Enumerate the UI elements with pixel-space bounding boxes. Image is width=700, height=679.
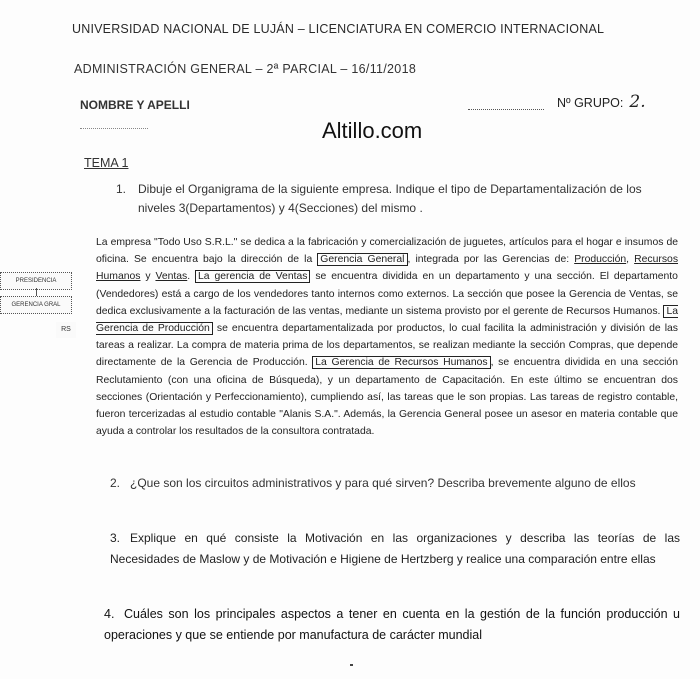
question-text: Dibuje el Organigrama de la siguiente empresa. Indique el tipo de Departamentalización de los niveles 3(Departamentos) y 4(Secciones) del mismo . xyxy=(138,182,642,215)
university-header: UNIVERSIDAD NACIONAL DE LUJÁN – LICENCIATURA EN COMERCIO INTERNACIONAL xyxy=(72,22,605,36)
question-text: Explique en qué consiste la Motivación en las organizaciones y describa las teorías de las Necesidades de Maslow y de Motivación e Higiene de Hertzberg y realice una comparación entre ellas xyxy=(110,531,680,566)
question-number: 1. xyxy=(116,182,127,196)
question-number: 4. xyxy=(104,607,115,621)
case-description: La empresa "Todo Uso S.R.L." se dedica a la fabricación y comercialización de juguetes, artículos para el hogar e insumos de oficina. Se encuentra bajo la dirección de la Gerencia General , integrada por las Gerencias de: Producción, Recursos Humanos y Ventas. La gerencia de Ventas se encuentra dividida en un departamento y una sección. El departamento (Vendedores) está a cargo de los vendedores tanto internos como externos. La sección que posee la Gerencia de Ventas, se dedica exclusivamente a la facturación de las ventas, mediante un sistema provisto por el gerente de Recursos Humanos. La Gerencia de Producción se encuentra departamentalizada por productos, lo cual facilita la administración y división de las tareas a realizar. La compra de materia prima de los departamentos, se realizan mediante la sección Compras, que depende directamente de la Gerencia de Producción. La Gerencia de Recursos Humanos , se encuentra dividida en una sección Reclutamiento (con una oficina de Búsqueda), y un departamento de Capacitación. En este último se encuentran dos secciones (Orientación y Perfeccionamiento), cumpliendo así, las tareas que le son propias. Las tareas de registro contable, fueron tercerizadas al estudio contable "Alanis S.A.". Además, la Gerencia General posee un asesor en materia contable que ayuda a controlar los resultados de la consultora contratada. xyxy=(96,237,679,438)
group-label: Nº GRUPO: xyxy=(557,96,624,110)
group-field xyxy=(557,92,646,112)
tema-title: TEMA 1 xyxy=(84,156,129,170)
sketch-box-rs: RS xyxy=(56,322,76,338)
question-text: Cuáles son los principales aspectos a tener en cuenta en la gestión de la función producción u operaciones y que se entiende por manufactura de carácter mundial xyxy=(104,607,680,642)
question-4 xyxy=(104,604,680,646)
underlined-rrhh: Recursos Humanos xyxy=(96,254,679,283)
course-header: ADMINISTRACIÓN GENERAL – 2ª PARCIAL – 16/11/2018 xyxy=(74,62,417,76)
boxed-gerencia-ventas: La gerencia de Ventas xyxy=(195,270,310,283)
name-blank-line xyxy=(468,109,544,110)
name-label: NOMBRE Y APELLI xyxy=(80,98,190,112)
boxed-gerencia-produccion: La Gerencia de Producción xyxy=(96,305,678,335)
sketch-box-presidencia: PRESIDENCIA xyxy=(0,272,72,290)
sketch-connector xyxy=(36,288,37,296)
boxed-gerencia-rrhh: La Gerencia de Recursos Humanos xyxy=(312,356,490,369)
underlined-ventas: Ventas xyxy=(155,271,188,283)
scan-speck xyxy=(350,664,353,666)
group-value-handwritten: 2. xyxy=(629,92,646,112)
question-3 xyxy=(110,528,680,570)
sketch-box-gerencia: GERENCIA GRAL xyxy=(0,296,72,314)
watermark: Altillo.com xyxy=(322,118,423,143)
boxed-gerencia-general: Gerencia General xyxy=(317,253,407,266)
question-number: 2. xyxy=(110,476,121,490)
question-number: 3. xyxy=(110,531,121,545)
question-2 xyxy=(110,474,675,493)
underlined-produccion: Producción xyxy=(574,254,627,266)
dotted-line xyxy=(80,128,148,129)
question-text: ¿Que son los circuitos administrativos y para qué sirven? Describa brevemente alguno de ellos xyxy=(130,476,636,490)
question-1 xyxy=(116,180,676,218)
